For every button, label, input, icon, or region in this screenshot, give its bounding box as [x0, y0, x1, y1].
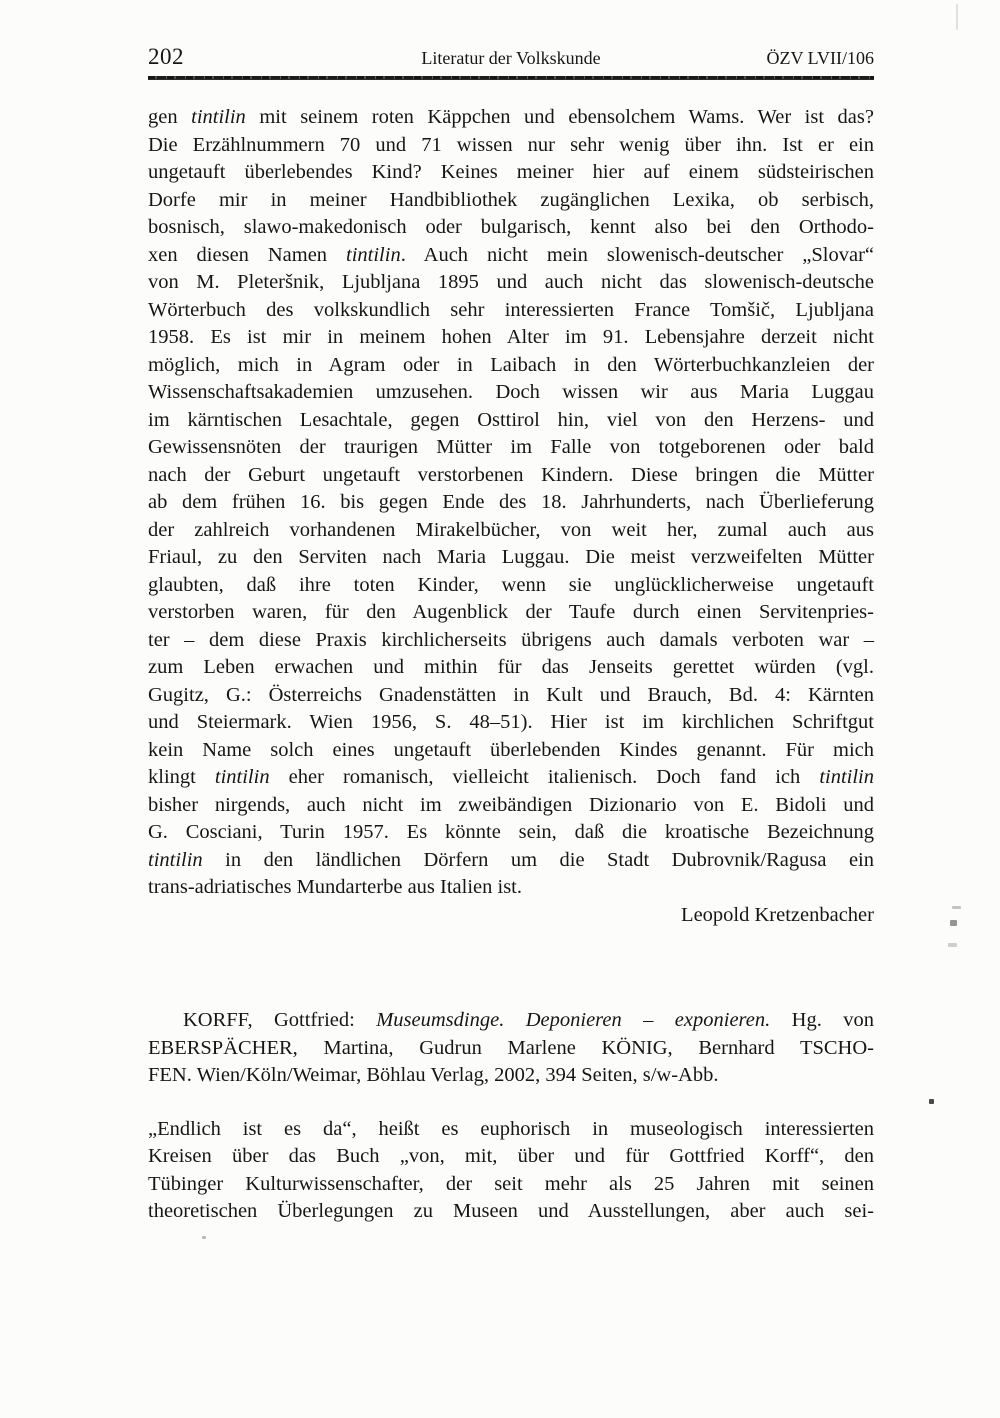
text-segment: Dorfe mir in meiner Handbibliothek zugänglichen Lexika, ob serbisch,: [148, 188, 874, 211]
text-line: [148, 627, 874, 655]
scan-artifact: [929, 1099, 934, 1104]
text-segment: „Endlich ist es da“, heißt es euphorisch in museologisch interessierten: [148, 1117, 874, 1140]
text-segment: in den ländlichen Dörfern um die Stadt Dubrovnik/Ragusa ein: [202, 848, 874, 871]
text-segment: möglich, mich in Agram oder in Laibach in den Wörterbuchkanzleien der: [148, 353, 874, 376]
italic-text-segment: tintilin: [148, 848, 203, 871]
text-line: [148, 214, 874, 242]
text-line: [148, 764, 874, 792]
text-line: [148, 599, 874, 627]
text-line: [148, 187, 874, 215]
text-line: [148, 159, 874, 187]
text-segment: verstorben waren, für den Augenblick der Taufe durch einen Servitenpries-: [148, 601, 874, 623]
text-segment: kein Name solch eines ungetauft überlebenden Kindes genannt. Für mich: [148, 738, 874, 761]
text-line: [148, 489, 874, 517]
text-line: [148, 242, 874, 270]
text-segment: der zahlreich vorhandenen Mirakelbücher, von weit her, zumal auch aus: [148, 518, 874, 541]
header-rule-thin-line: [148, 79, 874, 80]
text-segment: Wissenschaftsakademien umzusehen. Doch wissen wir aus Maria Luggau: [148, 381, 874, 403]
text-line: [148, 407, 874, 435]
text-segment: 1958. Es ist mir in meinem hohen Alter im 91. Lebensjahre derzeit nicht: [148, 326, 874, 348]
page-number: 202: [148, 44, 184, 69]
text-line: [148, 847, 874, 875]
text-segment: eher romanisch, vielleicht italienisch. Doch fand ich: [269, 766, 820, 788]
text-segment: glaubten, daß ihre toten Kinder, wenn sie unglücklicherweise ungetauft: [148, 573, 874, 596]
text-segment: Friaul, zu den Serviten nach Maria Luggau. Die meist verzweifelten Mütter: [148, 546, 874, 568]
text-line: [148, 1143, 874, 1171]
text-line: [148, 1007, 874, 1035]
text-line: [148, 434, 874, 462]
text-line: [148, 104, 874, 132]
italic-text-segment: tintilin: [191, 106, 246, 128]
text-segment: ungetauft überlebendes Kind? Keines meiner hier auf einem südsteirischen: [148, 161, 874, 183]
text-segment: Die Erzählnummern 70 und 71 wissen nur sehr wenig über ihn. Ist er ein: [148, 133, 874, 156]
text-segment: Leopold Kretzenbacher: [681, 903, 874, 926]
text-segment: Wörterbuch des volkskundlich sehr interessierten France Tomšič, Ljubljana: [148, 298, 874, 321]
text-line: [148, 1035, 874, 1063]
text-segment: trans-adriatisches Mundarterbe aus Italien ist.: [148, 876, 522, 898]
text-line: [148, 462, 874, 490]
scan-artifact: [956, 4, 958, 30]
text-segment: bisher nirgends, auch nicht im zweibändigen Dizionario von E. Bidoli und: [148, 793, 874, 816]
italic-text-segment: tintilin: [214, 766, 270, 788]
text-line: [148, 1116, 874, 1144]
page-header: [148, 44, 874, 71]
text-line: [148, 1198, 874, 1226]
text-segment: Tübinger Kulturwissenschafter, der seit mehr als 25 Jahren mit seinen: [148, 1172, 874, 1195]
text-segment: mit seinem roten Käppchen und ebensolchem Wams. Wer ist das?: [245, 106, 874, 128]
text-line: [148, 544, 874, 572]
signature-line: [148, 902, 874, 930]
text-segment: gen: [148, 106, 192, 128]
text-line: [148, 654, 874, 682]
text-line: [148, 709, 874, 737]
italic-text-segment: tintilin: [346, 243, 401, 266]
text-line: [148, 682, 874, 710]
text-line: [148, 379, 874, 407]
journal-volume-label: ÖZV LVII/106: [766, 48, 874, 68]
text-line: [148, 819, 874, 847]
text-segment: bosnisch, slawo-makedonisch oder bulgarisch, kennt also bei den Orthodo-: [148, 216, 874, 238]
text-segment: Hg. von: [770, 1009, 874, 1031]
text-segment: und Steiermark. Wien 1956, S. 48–51). Hier ist im kirchlichen Schriftgut: [148, 711, 874, 733]
text-segment: Gewissensnöten der traurigen Mütter im Falle von totgeborenen oder bald: [148, 436, 874, 458]
text-segment: Gugitz, G.: Österreichs Gnadenstätten in Kult und Brauch, Bd. 4: Kärnten: [148, 683, 874, 706]
italic-text-segment: tintilin: [819, 766, 874, 788]
text-line: [148, 572, 874, 600]
text-segment: ab dem frühen 16. bis gegen Ende des 18. Jahrhunderts, nach Überlieferung: [148, 491, 874, 513]
text-segment: zum Leben erwachen und mithin für das Jenseits gerettet würden (vgl.: [148, 656, 874, 678]
text-segment: EBERSPÄCHER, Martina, Gudrun Marlene KÖNIG, Bernhard TSCHO-: [148, 1036, 874, 1059]
text-segment: klingt: [148, 766, 215, 788]
scan-artifact: [952, 906, 961, 909]
review-body-korff: [148, 1116, 874, 1226]
body-content: [148, 104, 874, 1226]
text-segment: G. Cosciani, Turin 1957. Es könnte sein, daß die kroatische Bezeichnung: [148, 821, 874, 843]
running-title: Literatur der Volkskunde: [421, 48, 601, 68]
text-segment: von M. Pleteršnik, Ljubljana 1895 und auch nicht das slowenisch-deutsche: [148, 271, 874, 293]
text-line: [148, 352, 874, 380]
scan-artifact: [950, 920, 957, 926]
text-segment: xen diesen Namen: [148, 243, 347, 266]
text-segment: KORFF, Gottfried:: [183, 1009, 377, 1031]
header-rule: [148, 76, 874, 80]
text-segment: ter – dem diese Praxis kirchlicherseits übrigens auch damals verboten war –: [148, 628, 874, 651]
text-segment: Kreisen über das Buch „von, mit, über und für Gottfried Korff“, den: [148, 1145, 874, 1167]
text-segment: . Auch nicht mein slowenisch-deutscher „Slovar“: [400, 243, 874, 266]
scan-artifact: [202, 1236, 206, 1239]
text-segment: theoretischen Überlegungen zu Museen und Ausstellungen, aber auch sei-: [148, 1200, 874, 1222]
signature: [148, 902, 874, 930]
text-line: [148, 269, 874, 297]
text-line: [148, 324, 874, 352]
citation-korff: [148, 1007, 874, 1090]
text-line: [148, 737, 874, 765]
text-line: [148, 132, 874, 160]
text-line: [148, 297, 874, 325]
text-segment: FEN. Wien/Köln/Weimar, Böhlau Verlag, 2002, 394 Seiten, s/w-Abb.: [148, 1064, 719, 1086]
review-body-kretzenbacher: [148, 104, 874, 902]
text-line: [148, 792, 874, 820]
text-segment: im kärntischen Lesachtale, gegen Osttirol hin, viel von den Herzens- und: [148, 408, 874, 431]
text-line: [148, 1062, 874, 1090]
text-line: [148, 874, 874, 902]
text-line: [148, 517, 874, 545]
italic-text-segment: Museumsdinge. Deponieren – exponieren.: [376, 1009, 771, 1031]
scan-artifact: [948, 943, 957, 947]
text-line: [148, 1171, 874, 1199]
text-segment: nach der Geburt ungetauft verstorbenen Kindern. Diese bringen die Mütter: [148, 463, 874, 486]
